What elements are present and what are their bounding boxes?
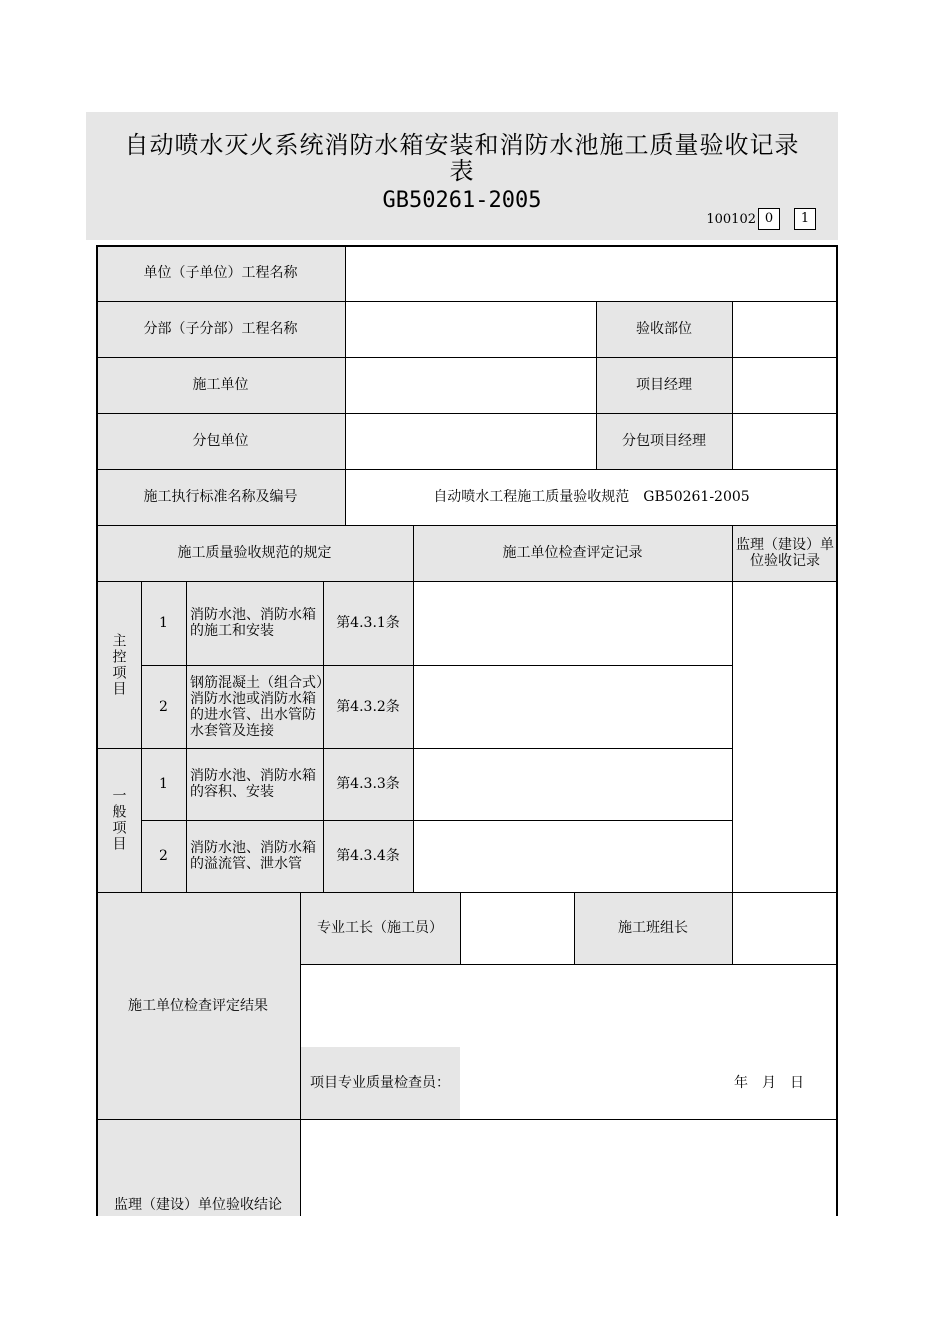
- main-item-1-no: 1: [141, 581, 186, 665]
- general-item-1-record[interactable]: [413, 748, 732, 820]
- general-item-2-record[interactable]: [413, 820, 732, 892]
- construction-unit-field[interactable]: [345, 357, 596, 413]
- serial-box-1[interactable]: 0: [758, 208, 780, 230]
- main-item-2-record[interactable]: [413, 665, 732, 748]
- serial-number: [706, 208, 816, 230]
- general-item-2-no: 2: [141, 820, 186, 892]
- division-project-label: 分部（子分部）工程名称: [96, 301, 345, 357]
- record-header: 施工单位检查评定记录: [413, 525, 732, 581]
- general-group-label: 一般项目: [96, 748, 141, 892]
- supervision-record-field[interactable]: [732, 581, 838, 892]
- main-item-2-no: 2: [141, 665, 186, 748]
- supervision-conclusion-label: 监理（建设）单位验收结论: [96, 1119, 300, 1216]
- main-group-label: 主控项目: [96, 581, 141, 748]
- unit-project-field[interactable]: [345, 245, 838, 301]
- main-item-2-desc: 钢筋混凝土（组合式）消防水池或消防水箱的进水管、出水管防水套管及连接: [186, 665, 323, 748]
- main-item-1-clause: 第4.3.1条: [323, 581, 413, 665]
- foreman-label: 专业工长（施工员）: [300, 892, 460, 964]
- supervision-header: 监理（建设）单位验收记录: [732, 525, 838, 581]
- sub-project-manager-label: 分包项目经理: [596, 413, 732, 469]
- division-project-field[interactable]: [345, 301, 596, 357]
- construction-unit-label: 施工单位: [96, 357, 345, 413]
- construction-result-field[interactable]: [300, 964, 838, 1047]
- acceptance-part-field[interactable]: [732, 301, 838, 357]
- standard-code: GB50261-2005: [382, 188, 542, 213]
- form-header: [86, 112, 838, 240]
- general-item-2-clause: 第4.3.4条: [323, 820, 413, 892]
- serial-prefix: 100102: [706, 211, 756, 227]
- project-manager-label: 项目经理: [596, 357, 732, 413]
- title-line-1: 自动喷水灭火系统消防水箱安装和消防水池施工质量验收记录: [124, 131, 800, 159]
- acceptance-table: [96, 245, 838, 1216]
- form-sheet: [86, 112, 838, 1216]
- quality-inspector-label: 项目专业质量检查员：: [300, 1047, 460, 1119]
- team-leader-label: 施工班组长: [574, 892, 732, 964]
- main-item-1-record[interactable]: [413, 581, 732, 665]
- team-leader-field[interactable]: [732, 892, 838, 964]
- result-date: 年 月 日: [460, 1047, 838, 1119]
- sub-project-manager-field[interactable]: [732, 413, 838, 469]
- subcontractor-field[interactable]: [345, 413, 596, 469]
- form-title: [86, 132, 838, 184]
- supervision-conclusion-field[interactable]: [300, 1119, 838, 1216]
- unit-project-label: 单位（子单位）工程名称: [96, 245, 345, 301]
- main-item-1-desc: 消防水池、消防水箱的施工和安装: [186, 581, 323, 665]
- project-manager-field[interactable]: [732, 357, 838, 413]
- general-item-2-desc: 消防水池、消防水箱的溢流管、泄水管: [186, 820, 323, 892]
- standard-value: 自动喷水工程施工质量验收规范 GB50261-2005: [345, 469, 838, 525]
- general-item-1-desc: 消防水池、消防水箱的容积、安装: [186, 748, 323, 820]
- spec-header: 施工质量验收规范的规定: [96, 525, 413, 581]
- general-item-1-clause: 第4.3.3条: [323, 748, 413, 820]
- construction-result-label: 施工单位检查评定结果: [96, 892, 300, 1119]
- foreman-field[interactable]: [460, 892, 574, 964]
- title-line-2: 表: [449, 157, 475, 185]
- standard-label: 施工执行标准名称及编号: [96, 469, 345, 525]
- main-item-2-clause: 第4.3.2条: [323, 665, 413, 748]
- general-item-1-no: 1: [141, 748, 186, 820]
- serial-box-2[interactable]: 1: [794, 208, 816, 230]
- subcontractor-label: 分包单位: [96, 413, 345, 469]
- acceptance-part-label: 验收部位: [596, 301, 732, 357]
